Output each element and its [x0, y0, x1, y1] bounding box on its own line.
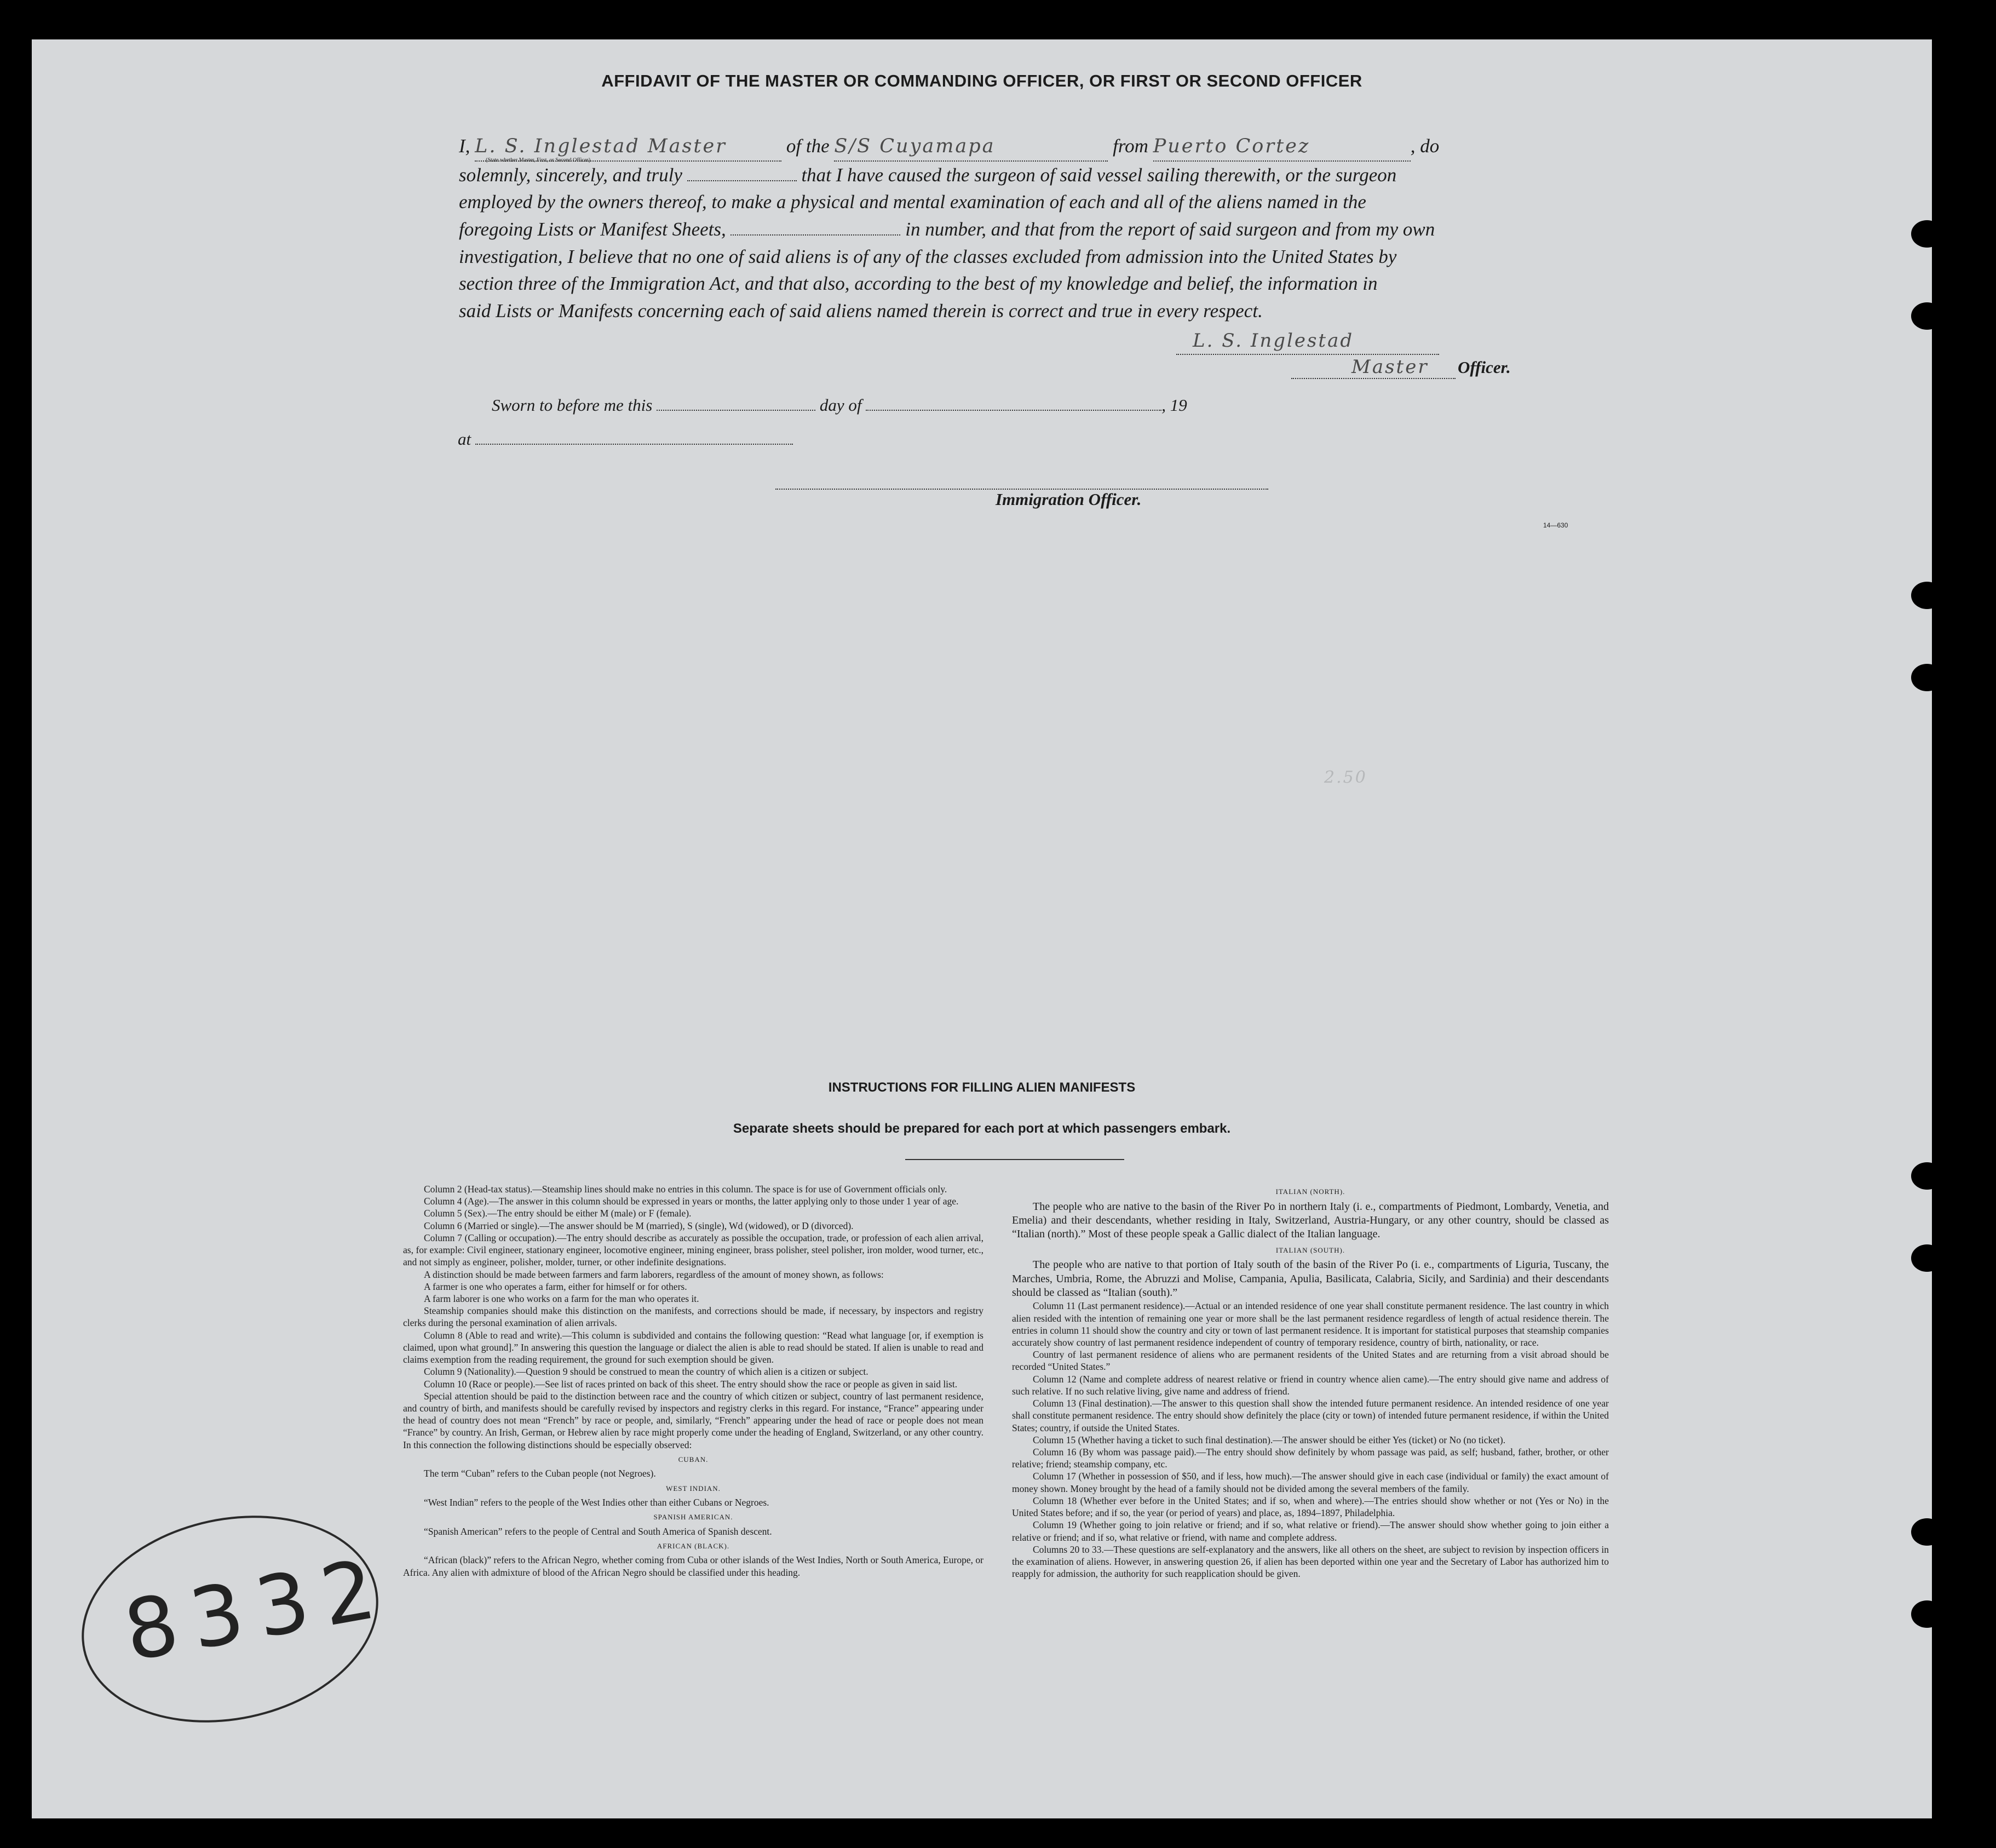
italian-north-heading: ITALIAN (NORTH). — [1275, 1187, 1345, 1196]
affidavit-line-6: section three of the Immigration Act, and that also, according to the best of my knowledge and belief, the information in — [459, 273, 1378, 295]
instructions-left-column — [403, 1183, 983, 1579]
instruction-paragraph: Column 2 (Head-tax status).—Steamship lines should make no entries in this column. The space is for use of Government officials only. — [424, 1184, 947, 1195]
manifest-sheet — [32, 39, 1932, 1818]
at-place-field[interactable] — [475, 444, 793, 445]
instruction-paragraph: Steamship companies should make this distinction on the manifests, and corrections should be made, if necessary, by inspectors and registry clerks during the personal examination of alien arrivals. — [403, 1305, 983, 1329]
sworn-line: Sworn to before me this day of , 19 — [492, 395, 1187, 415]
instructions-title: INSTRUCTIONS FOR FILLING ALIEN MANIFESTS — [828, 1080, 1136, 1095]
form-number: 14—630 — [1543, 521, 1568, 529]
italian-north-text: The people who are native to the basin of the River Po in northern Italy (i. e., compartments of Piedmont, Lombardy, Venetia, and Emelia) and their descendants, whether residing in Italy, Switzerland, Austria-Hungary, or any other country, should be classed as “Italian (north).” Most of these people speak a Gallic dialect of the Italian language. — [1012, 1200, 1609, 1241]
punch-hole — [1911, 1600, 1943, 1628]
instruction-paragraph: Columns 20 to 33.—These questions are self-explanatory and the answers, like all others on the sheet, are subject to revision by inspection officers in the examination of aliens. However, in answering question 26, if alien has been deported within one year and the Secretary of Labor has authorized him to reapply for admission, the authority for such reapplication should be given. — [1012, 1543, 1609, 1580]
west-indian-heading: WEST INDIAN. — [666, 1484, 721, 1493]
affidavit-title: AFFIDAVIT OF THE MASTER OR COMMANDING OFFICER, OR FIRST OR SECOND OFFICER — [601, 71, 1362, 90]
instruction-paragraph: Column 16 (By whom was passage paid).—The entry should show definitely by whom passage was paid, as self; husband, father, brother, or other relative; friend; steamship company, etc. — [1012, 1446, 1609, 1470]
affidavit-line-7: said Lists or Manifests concerning each of said aliens named therein is correct and true in every respect. — [459, 300, 1263, 322]
african-text: “African (black)” refers to the African Negro, whether coming from Cuba or other islands of the West Indies, North or South America, Europe, or Africa. Any alien with admixture of blood of the African Negro should be classified under this heading. — [403, 1554, 983, 1578]
instruction-paragraph: Column 7 (Calling or occupation).—The entry should describe as accurately as possible the occupation, trade, or profession of each alien arrival, as, for example: Civil engineer, stationary engineer, locomotive engineer, mining engineer, brass polisher, steel polisher, iron molder, wood turner, etc., and not simply as engineer, polisher, molder, turner, or other indefinite designations. — [403, 1232, 983, 1268]
affidavit-line-3: employed by the owners thereof, to make a physical and mental examination of each and all of the aliens named in the — [459, 191, 1366, 213]
spanish-american-heading: SPANISH AMERICAN. — [653, 1513, 733, 1522]
sworn-month-field[interactable] — [866, 410, 1161, 411]
signature: L. S. Inglestad — [1193, 330, 1354, 352]
sheet-count-blank[interactable] — [730, 234, 900, 236]
instruction-paragraph: Column 10 (Race or people).—See list of races printed on back of this sheet. The entry should show the race or people as given in said list. — [424, 1378, 958, 1390]
punch-hole — [1911, 302, 1943, 330]
punch-hole — [1911, 220, 1943, 248]
italian-south-text: The people who are native to that portion of Italy south of the basin of the River Po (i. e., compartments of Liguria, Tuscany, the Marches, Umbria, Rome, the Abruzzi and Molise, Campania, Apulia, Basilicata, Calabria, Sicily, and Sardinia) and their descendants should be classed as “Italian (south).” — [1012, 1259, 1609, 1299]
punch-hole — [1911, 1162, 1943, 1190]
instructions-subtitle: Separate sheets should be prepared for each port at which passengers embark. — [733, 1121, 1231, 1136]
instructions-right-column — [1012, 1183, 1609, 1580]
instruction-paragraph: Column 4 (Age).—The answer in this column should be expressed in years or months, the latter applying only to those under 1 year of age. — [424, 1196, 959, 1207]
instruction-paragraph: Country of last permanent residence of aliens who are permanent residents of the United States and are returning from a visit abroad should be recorded “United States.” — [1012, 1349, 1609, 1373]
spanish-american-text: “Spanish American” refers to the people of Central and South America of Spanish descent. — [424, 1525, 772, 1537]
oath-blank[interactable] — [687, 180, 797, 181]
punch-hole — [1911, 664, 1943, 691]
immigration-officer-label: Immigration Officer. — [996, 490, 1142, 509]
sworn-day-field[interactable] — [657, 410, 815, 411]
affidavit-line-4: foregoing Lists or Manifest Sheets, in number, and that from the report of said surgeon and from my own — [459, 219, 1435, 240]
punch-hole — [1911, 1518, 1943, 1546]
instruction-paragraph: Column 9 (Nationality).—Question 9 should be construed to mean the country of which alien is a citizen or subject. — [424, 1366, 868, 1378]
punch-hole — [1911, 582, 1943, 609]
instruction-paragraph: Column 18 (Whether ever before in the United States; and if so, when and where).—The entries should show whether or not (Yes or No) in the United States before; and if so, the year (or period of years) and place, as, 1894–1897, Philadelphia. — [1012, 1495, 1609, 1519]
signature-field[interactable] — [1176, 330, 1439, 355]
immigration-officer-signature-field[interactable] — [775, 485, 1268, 490]
instruction-paragraph: Column 8 (Able to read and write).—This column is subdivided and contains the following question: “Read what language [or, if exemption is claimed, upon what ground].” In answering this question the language or dialect the alien is able to read should be stated. If alien is unable to read and claims exemption from the reading requirement, the ground for such exemption should be given. — [403, 1329, 983, 1365]
instruction-paragraph: Column 6 (Married or single).—The answer should be M (married), S (single), Wd (widowed), or D (divorced). — [424, 1220, 854, 1231]
affidavit-body — [459, 133, 1631, 325]
cuban-heading: CUBAN. — [678, 1455, 709, 1464]
cuban-text: The term “Cuban” refers to the Cuban people (not Negroes). — [424, 1468, 656, 1479]
instruction-paragraph: Column 17 (Whether in possession of $50, and if less, how much).—The answer should give in each case (individual or family) the exact amount of money shown. Money brought by the head of a family should not be divided among the several members of the family. — [1012, 1471, 1609, 1494]
instruction-paragraph: Column 12 (Name and complete address of nearest relative or friend in country whence alien came).—The entry should give name and address of such relative. If no such relative living, give name and address of friend. — [1012, 1373, 1609, 1397]
at-line: at — [458, 429, 896, 449]
punch-hole — [1911, 1244, 1943, 1272]
affidavit-line-1: I, L. S. Inglestad Master (State whether Master, First, or Second Officer) of the S/S Cuyamapa from Puerto Cortez , do — [459, 133, 1631, 162]
affidavit-line-2: solemnly, sincerely, and truly that I have caused the surgeon of said vessel sailing therewith, or the surgeon — [459, 164, 1397, 186]
officer-name-field[interactable]: L. S. Inglestad Master (State whether Master, First, or Second Officer) — [475, 133, 781, 162]
vessel-field[interactable]: S/S Cuyamapa — [834, 133, 1108, 162]
african-heading: AFRICAN (BLACK). — [657, 1541, 730, 1550]
instruction-paragraph: A farm laborer is one who works on a farm for the man who operates it. — [424, 1293, 699, 1304]
italian-south-heading: ITALIAN (SOUTH). — [1275, 1246, 1345, 1254]
instruction-paragraph: A distinction should be made between farmers and farm laborers, regardless of the amount of money shown, as follows: — [424, 1269, 884, 1280]
signature-title-row: Master Officer. — [1291, 356, 1554, 380]
title-divider — [905, 1159, 1124, 1160]
faint-mark: 2.50 — [1324, 768, 1367, 787]
instruction-paragraph: Column 13 (Final destination).—The answer to this question shall show the intended future permanent residence. An intended residence of one year shall constitute permanent residence. The entry should show definitely the place (city or town) of intended future permanent residence, if within the United States; country, if outside the United States. — [1012, 1398, 1609, 1433]
instruction-paragraph: Column 5 (Sex).—The entry should be either M (male) or F (female). — [424, 1208, 692, 1219]
affidavit-line-5: investigation, I believe that no one of said aliens is of any of the classes excluded from admission into the United States by — [459, 245, 1397, 267]
instruction-paragraph: A farmer is one who operates a farm, either for himself or for others. — [424, 1281, 687, 1292]
handwritten-number: 8332 — [117, 1540, 396, 1680]
instruction-paragraph: Special attention should be paid to the distinction between race and the country of which citizen or subject, country of last permanent residence, and country of birth, and manifests should be carefully revised by inspectors and registry clerks in this regard. For instance, “France” appearing under the head of country does not mean “French” by race or people, and, similarly, “French” appearing under the head of race or people does not mean “France” by country. An Irish, German, or Hebrew alien by race might properly come under the heading of England, Switzerland, or any other country. In this connection the following distinctions should be especially observed: — [403, 1390, 983, 1450]
instruction-paragraph: Column 11 (Last permanent residence).—Actual or an intended residence of one year shall constitute permanent residence. The last country in which alien resided with the intention of remaining one year or more shall be the last permanent residence regardless of length of actual residence therein. The entries in column 11 should show the country and city or town of last permanent residence. It is important for statistical purposes that steamship companies accurately show country of last permanent residence independent of country of temporary residence, country of birth, nationality, or race. — [1012, 1300, 1609, 1348]
instruction-paragraph: Column 15 (Whether having a ticket to such final destination).—The answer should be either Yes (ticket) or No (no ticket). — [1033, 1434, 1506, 1445]
instruction-paragraph: Column 19 (Whether going to join relative or friend; and if so, what relative or friend).—The answer should show whether going to join either a relative or friend; and if so, what relative or friend, with name and complete address. — [1012, 1519, 1609, 1543]
port-field[interactable]: Puerto Cortez — [1153, 133, 1411, 162]
west-indian-text: “West Indian” refers to the people of the West Indies other than either Cubans or Negroes. — [424, 1497, 769, 1508]
